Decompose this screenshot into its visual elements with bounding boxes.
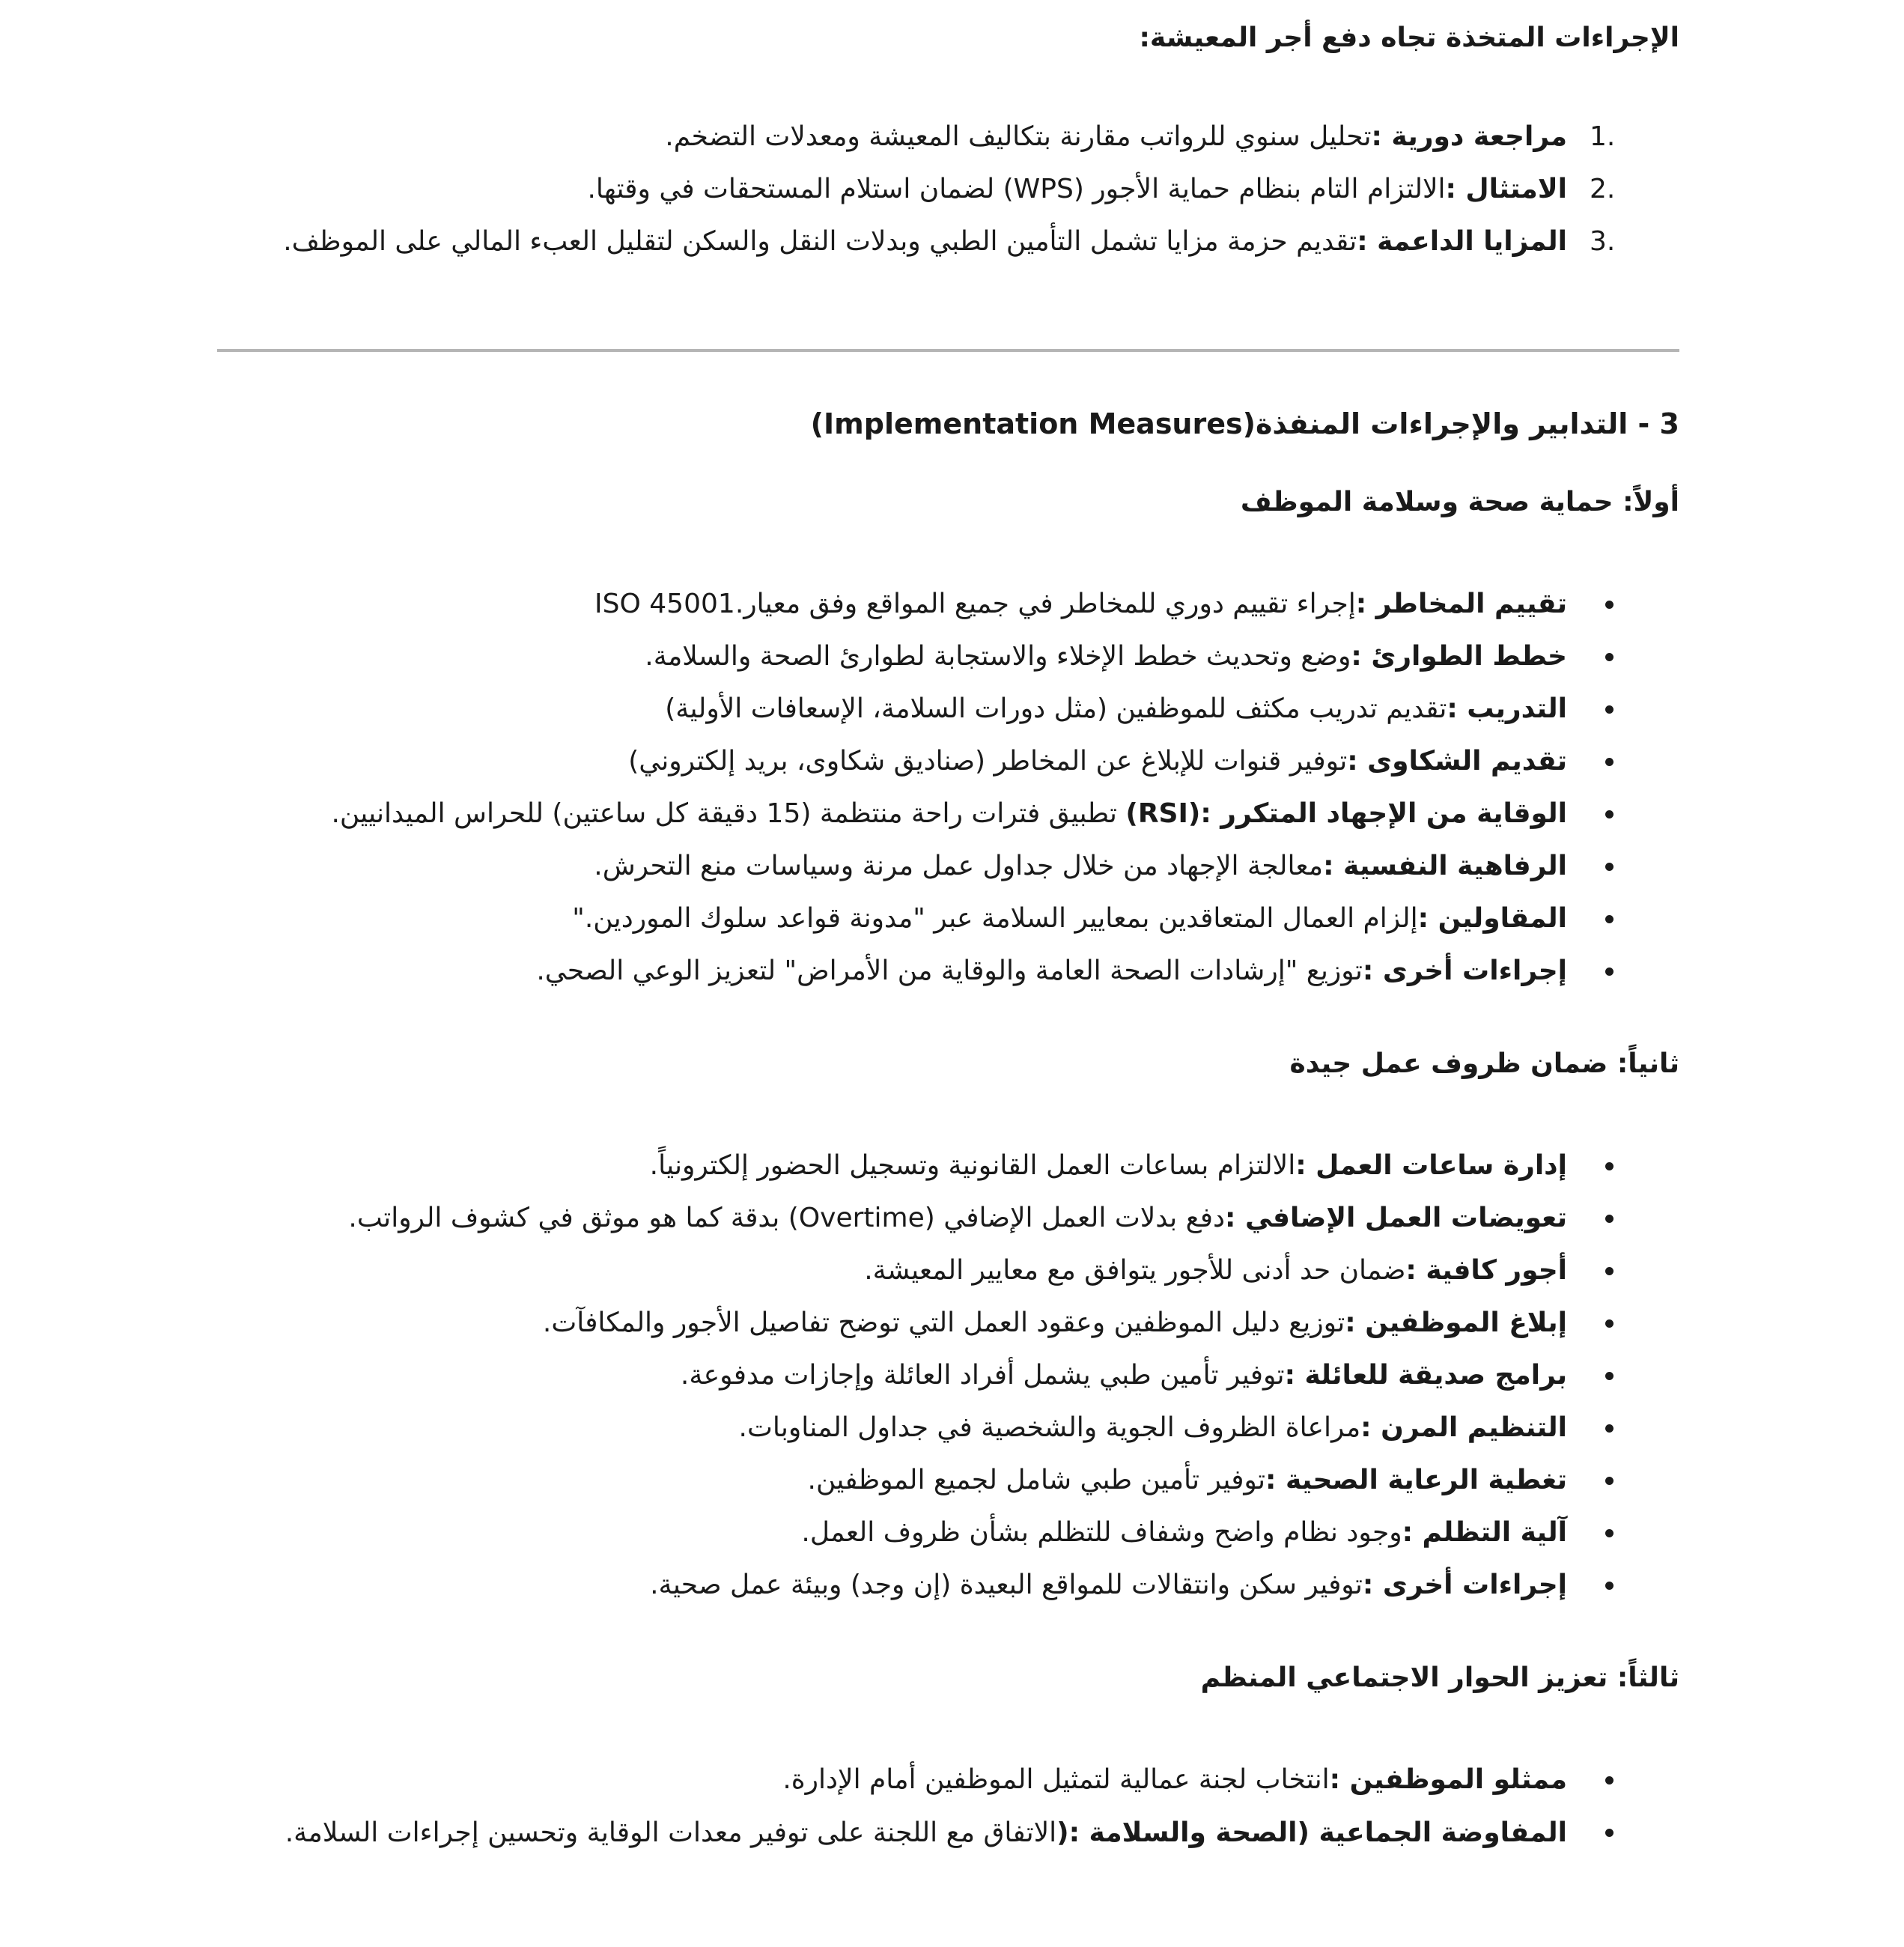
bullet-icon [1605, 1319, 1613, 1328]
item-text: مراعاة الظروف الجوية والشخصية في جداول المناوبات. [738, 1412, 1361, 1443]
list-item [217, 111, 1679, 163]
health-safety-heading: أولاً: حماية صحة وسلامة الموظف [1240, 487, 1679, 517]
bullet-icon [1605, 1372, 1613, 1380]
work-conditions-list [217, 1140, 1679, 1612]
list-item [217, 1297, 1679, 1349]
list-number: 1. [1590, 121, 1616, 152]
bullet-icon [1605, 601, 1613, 609]
section-number: 3 - [1637, 407, 1679, 440]
work-conditions-heading: ثانياً: ضمان ظروف عمل جيدة [1289, 1048, 1679, 1079]
item-text: الاتفاق مع اللجنة على توفير معدات الوقاية وتحسين إجراءات السلامة. [285, 1817, 1057, 1848]
social-dialogue-heading: ثالثاً: تعزيز الحوار الاجتماعي المنظم [1200, 1662, 1679, 1693]
bullet-icon [1605, 1162, 1613, 1170]
item-term: تقييم المخاطر : [1355, 589, 1567, 619]
item-term: آلية التظلم : [1402, 1517, 1567, 1548]
bullet-icon [1605, 1582, 1613, 1590]
bullet-icon [1605, 1529, 1613, 1537]
item-text: وضع وتحديث خطط الإخلاء والاستجابة لطوارئ الصحة والسلامة. [645, 641, 1351, 672]
social-dialogue-list [217, 1754, 1679, 1860]
list-item [217, 1349, 1679, 1402]
section-divider [217, 349, 1679, 352]
list-item [217, 1245, 1679, 1297]
item-text: توزيع "إرشادات الصحة العامة والوقاية من الأمراض" لتعزيز الوعي الصحي. [536, 956, 1363, 986]
item-term: تعويضات العمل الإضافي : [1225, 1203, 1567, 1233]
bullet-icon [1605, 810, 1613, 818]
item-text: توفير تأمين طبي يشمل أفراد العائلة وإجازات مدفوعة. [680, 1360, 1285, 1391]
item-term: تقديم الشكاوى : [1347, 746, 1567, 777]
item-text: إجراء تقييم دوري للمخاطر في جميع المواقع وفق معيار.ISO 45001 [594, 589, 1356, 619]
list-item [217, 1806, 1679, 1860]
section-title [811, 401, 1679, 446]
list-item [217, 216, 1679, 268]
bullet-icon [1605, 653, 1613, 661]
list-item [217, 631, 1679, 683]
section-title-text: التدابير والإجراءات المنفذة(Implementation Measures) [810, 407, 1628, 440]
list-item [217, 578, 1679, 631]
health-safety-list [217, 578, 1679, 997]
item-text: ضمان حد أدنى للأجور يتوافق مع معايير المعيشة. [864, 1255, 1406, 1286]
list-item [217, 1754, 1679, 1806]
list-item [217, 945, 1679, 997]
list-item [217, 1559, 1679, 1612]
item-text: دفع بدلات العمل الإضافي (Overtime) بدقة كما هو موثق في كشوف الرواتب. [348, 1203, 1226, 1233]
bullet-icon [1605, 1477, 1613, 1485]
item-term: المفاوضة الجماعية (الصحة والسلامة :( [1056, 1817, 1567, 1848]
list-item [217, 1507, 1679, 1559]
list-item [217, 1140, 1679, 1192]
bullet-icon [1605, 1215, 1613, 1223]
item-term: الامتثال : [1445, 174, 1567, 204]
item-term: التنظيم المرن : [1360, 1412, 1567, 1443]
item-term: المزايا الداعمة : [1357, 226, 1567, 257]
item-text: انتخاب لجنة عمالية لتمثيل الموظفين أمام الإدارة. [782, 1764, 1330, 1795]
bullet-icon [1605, 758, 1613, 766]
list-item [217, 1192, 1679, 1245]
bullet-icon [1605, 1267, 1613, 1275]
item-term: برامج صديقة للعائلة : [1284, 1360, 1567, 1391]
item-text: تقديم تدريب مكثف للموظفين (مثل دورات السلامة، الإسعافات الأولية) [665, 693, 1447, 724]
item-term: إجراءات أخرى : [1362, 1570, 1567, 1600]
bullet-icon [1605, 1424, 1613, 1433]
bullet-icon [1605, 968, 1613, 976]
item-text: توفير تأمين طبي شامل لجميع الموظفين. [807, 1465, 1266, 1495]
item-term: المقاولين : [1417, 903, 1567, 934]
list-item [217, 1402, 1679, 1454]
item-term: إبلاغ الموظفين : [1345, 1307, 1567, 1338]
item-term: أجور كافية : [1405, 1255, 1567, 1286]
list-number: 2. [1590, 174, 1616, 204]
list-item [217, 840, 1679, 893]
list-item [217, 788, 1679, 840]
item-text: تقديم حزمة مزايا تشمل التأمين الطبي وبدلات النقل والسكن لتقليل العبء المالي على الموظف. [283, 226, 1357, 257]
living-wage-heading: الإجراءات المتخذة تجاه دفع أجر المعيشة: [1139, 22, 1679, 53]
list-item [217, 893, 1679, 945]
item-text: توفير قنوات للإبلاغ عن المخاطر (صناديق شكاوى، بريد إلكتروني) [628, 746, 1348, 777]
bullet-icon [1605, 1776, 1613, 1785]
item-term: خطط الطوارئ : [1351, 641, 1567, 672]
item-text: توزيع دليل الموظفين وعقود العمل التي توضح تفاصيل الأجور والمكافآت. [542, 1307, 1345, 1338]
item-text: تطبيق فترات راحة منتظمة (15 دقيقة كل ساعتين) للحراس الميدانيين. [331, 798, 1126, 829]
item-text: معالجة الإجهاد من خلال جداول عمل مرنة وسياسات منع التحرش. [594, 851, 1324, 881]
item-term: التدريب : [1447, 693, 1567, 724]
item-text: الالتزام بساعات العمل القانونية وتسجيل الحضور إلكترونياً. [649, 1150, 1296, 1181]
living-wage-list [217, 111, 1679, 268]
item-term: مراجعة دورية : [1371, 121, 1567, 152]
list-number: 3. [1590, 226, 1616, 257]
item-term: الوقاية من الإجهاد المتكرر :(RSI) [1125, 798, 1567, 829]
item-text: إلزام العمال المتعاقدين بمعايير السلامة عبر "مدونة قواعد سلوك الموردين." [572, 903, 1418, 934]
bullet-icon [1605, 915, 1613, 923]
item-term: إجراءات أخرى : [1362, 956, 1567, 986]
item-term: الرفاهية النفسية : [1323, 851, 1567, 881]
bullet-icon [1605, 705, 1613, 714]
item-text: وجود نظام واضح وشفاف للتظلم بشأن ظروف العمل. [801, 1517, 1402, 1548]
list-item [217, 735, 1679, 788]
list-item [217, 1454, 1679, 1507]
item-text: توفير سكن وانتقالات للمواقع البعيدة (إن وجد) وبيئة عمل صحية. [650, 1570, 1363, 1600]
item-term: إدارة ساعات العمل : [1295, 1150, 1567, 1181]
item-text: تحليل سنوي للرواتب مقارنة بتكاليف المعيشة ومعدلات التضخم. [665, 121, 1372, 152]
list-item [217, 683, 1679, 735]
list-item [217, 163, 1679, 216]
bullet-icon [1605, 863, 1613, 871]
item-text: الالتزام التام بنظام حماية الأجور (WPS) لضمان استلام المستحقات في وقتها. [587, 174, 1446, 204]
bullet-icon [1605, 1829, 1613, 1837]
item-term: تغطية الرعاية الصحية : [1265, 1465, 1567, 1495]
item-term: ممثلو الموظفين : [1329, 1764, 1567, 1795]
